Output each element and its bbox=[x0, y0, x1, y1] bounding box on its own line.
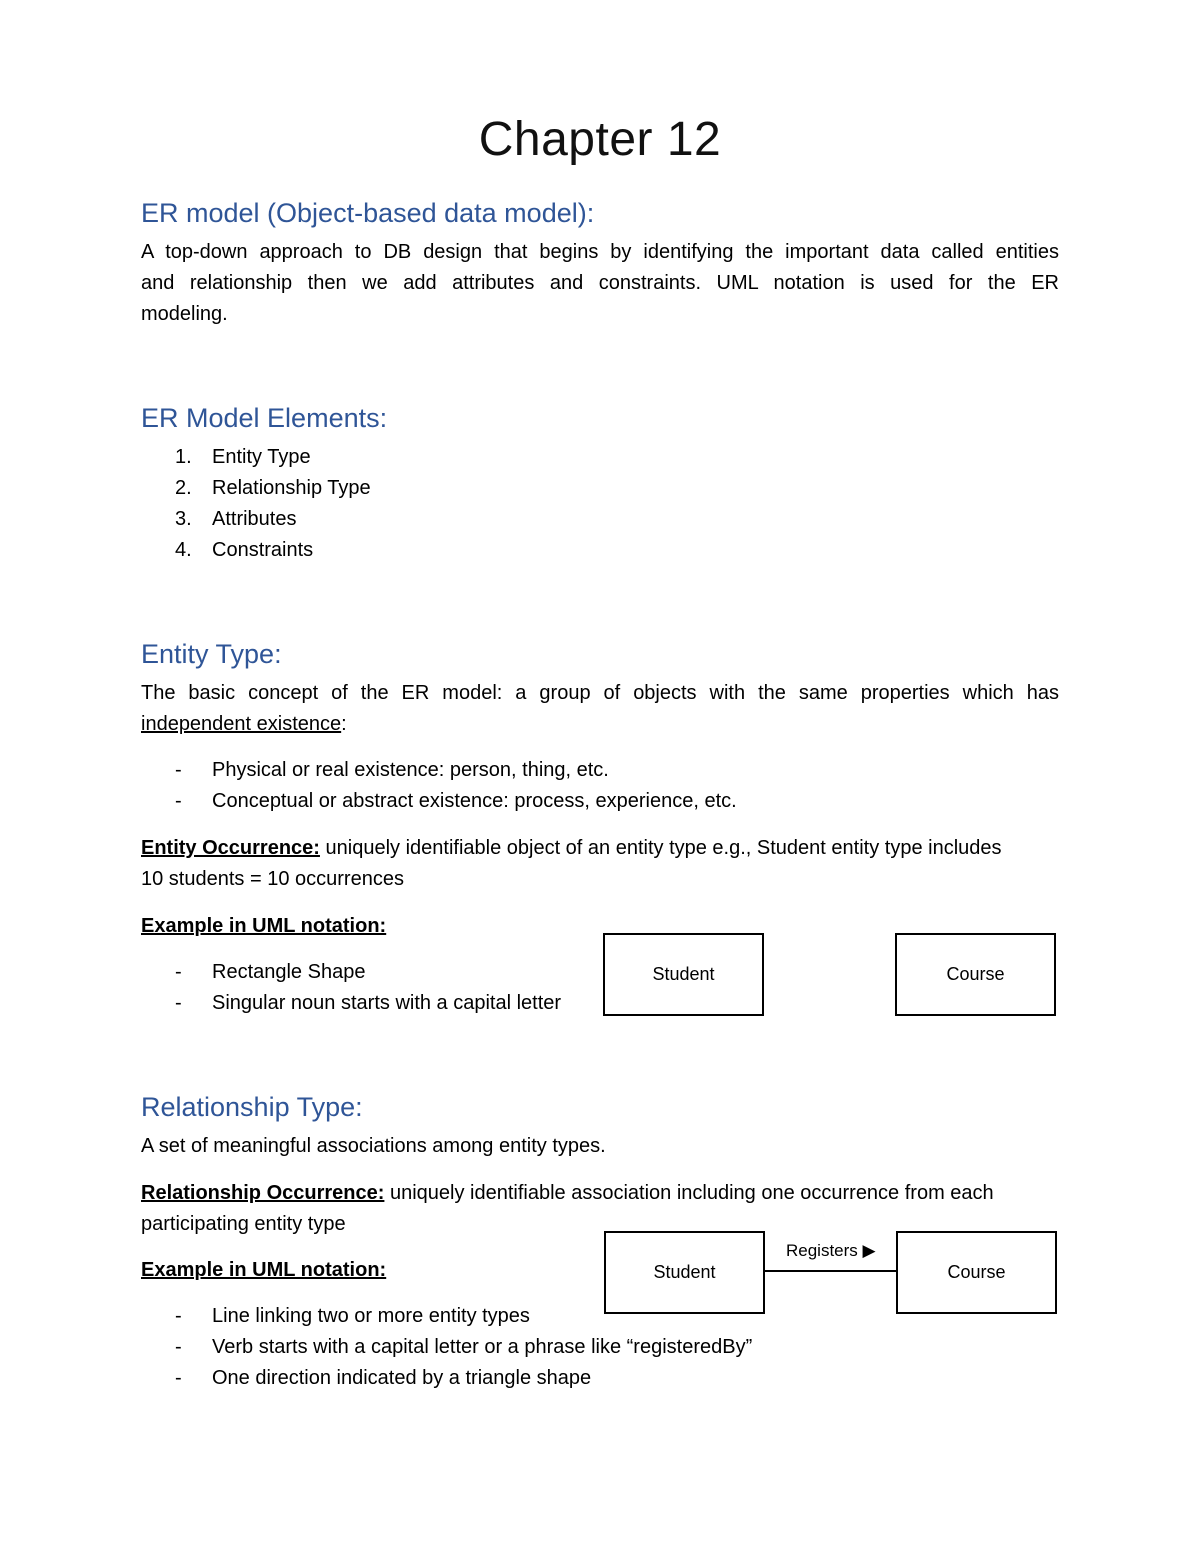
relationship-type-paragraph: A set of meaningful associations among entity types. bbox=[141, 1135, 606, 1157]
er-model-heading: ER model (Object-based data model): bbox=[141, 198, 595, 228]
er-model-paragraph-line-2: and relationship then we add attributes and constraints. UML notation is used for the ER bbox=[141, 272, 1059, 294]
list-item-text: Entity Type bbox=[212, 446, 311, 468]
bullet-text: Conceptual or abstract existence: process, experience, etc. bbox=[212, 790, 737, 812]
er-model-paragraph-line-3: modeling. bbox=[141, 303, 228, 325]
bullet-dash: - bbox=[175, 1305, 182, 1327]
list-item-text: Relationship Type bbox=[212, 477, 371, 499]
entity-example-label: Example in UML notation: bbox=[141, 915, 387, 937]
relationship-label-registers: Registers ▶ bbox=[786, 1241, 876, 1260]
entity-occurrence-line-1 bbox=[141, 833, 1002, 864]
er-model-paragraph-line-1: A top-down approach to DB design that begins by identifying the important data called entities bbox=[141, 241, 1059, 263]
bullet-text: Singular noun starts with a capital letter bbox=[212, 992, 562, 1014]
bullet-dash: - bbox=[175, 1336, 182, 1358]
list-number: 3. bbox=[175, 508, 192, 530]
list-number: 4. bbox=[175, 539, 192, 561]
bullet-text: Rectangle Shape bbox=[212, 961, 366, 983]
relationship-example-label: Example in UML notation: bbox=[141, 1259, 387, 1281]
entity-occurrence-line-2: 10 students = 10 occurrences bbox=[141, 868, 404, 890]
bullet-text: One direction indicated by a triangle shape bbox=[212, 1367, 592, 1389]
bullet-text: Physical or real existence: person, thing, etc. bbox=[212, 759, 609, 781]
relationship-line bbox=[763, 1270, 897, 1272]
entity-type-paragraph-line-2 bbox=[141, 709, 347, 740]
list-number: 1. bbox=[175, 446, 192, 468]
entity-occurrence-text: uniquely identifiable object of an entity type e.g., Student entity type includes bbox=[319, 837, 1002, 859]
chapter-title: Chapter 12 bbox=[478, 113, 722, 166]
bullet-dash: - bbox=[175, 790, 182, 812]
relationship-box-course: Course bbox=[896, 1231, 1057, 1314]
entity-type-paragraph-line-1: The basic concept of the ER model: a group of objects with the same properties which has bbox=[141, 682, 1059, 704]
bullet-dash: - bbox=[175, 1367, 182, 1389]
relationship-type-heading: Relationship Type: bbox=[141, 1092, 363, 1122]
relationship-occurrence-text: uniquely identifiable association including one occurrence from each bbox=[384, 1182, 994, 1204]
elements-heading: ER Model Elements: bbox=[141, 403, 388, 433]
relationship-occurrence-line-1 bbox=[141, 1178, 994, 1209]
independent-existence-term: independent existence bbox=[141, 713, 342, 735]
bullet-dash: - bbox=[175, 961, 182, 983]
bullet-dash: - bbox=[175, 759, 182, 781]
list-number: 2. bbox=[175, 477, 192, 499]
entity-box-course: Course bbox=[895, 933, 1056, 1016]
bullet-dash: - bbox=[175, 992, 182, 1014]
entity-occurrence-label: Entity Occurrence: bbox=[141, 837, 320, 859]
list-item-text: Constraints bbox=[212, 539, 314, 561]
colon: : bbox=[341, 713, 347, 735]
list-item-text: Attributes bbox=[212, 508, 297, 530]
bullet-text: Line linking two or more entity types bbox=[212, 1305, 530, 1327]
relationship-occurrence-line-2: participating entity type bbox=[141, 1213, 346, 1235]
entity-box-student: Student bbox=[603, 933, 764, 1016]
relationship-box-student: Student bbox=[604, 1231, 765, 1314]
bullet-text: Verb starts with a capital letter or a phrase like “registeredBy” bbox=[212, 1336, 753, 1358]
relationship-occurrence-label: Relationship Occurrence: bbox=[141, 1182, 385, 1204]
entity-type-heading: Entity Type: bbox=[141, 639, 282, 669]
